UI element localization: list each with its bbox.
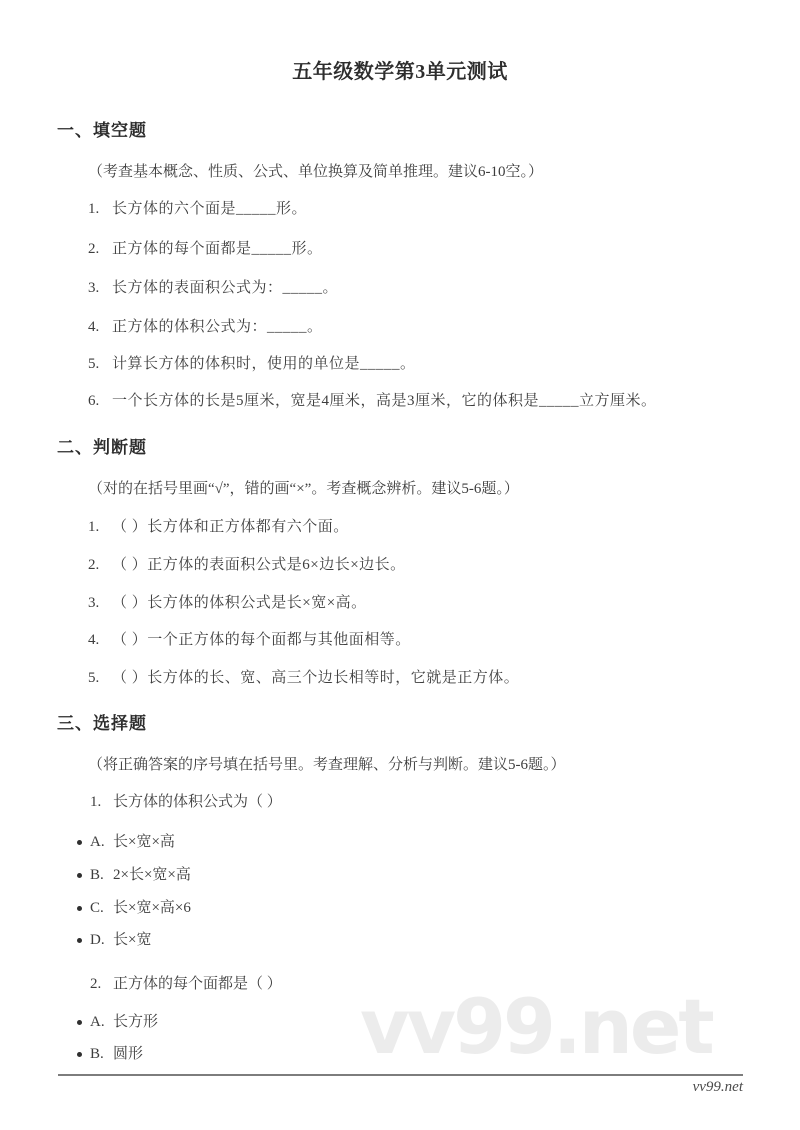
item-number: 4. [88, 632, 100, 648]
option-letter: A. [90, 1014, 105, 1030]
choice-option [77, 1043, 143, 1065]
choice-option [77, 1011, 158, 1033]
footer-site-label: vv99.net [692, 1079, 743, 1095]
item-text: （ ）长方体的长、宽、高三个边长相等时，它就是正方体。 [112, 670, 520, 686]
bullet-icon [77, 840, 82, 845]
choice-option [77, 831, 175, 853]
option-text: 长×宽×高×6 [113, 900, 191, 916]
bullet-icon [77, 1052, 82, 1057]
item-number: 5. [88, 356, 100, 372]
section-heading-judge: 二、判断题 [57, 438, 147, 457]
option-letter: D. [90, 932, 105, 948]
option-letter: A. [90, 834, 105, 850]
item-number: 6. [88, 393, 100, 409]
section-heading-choice: 三、选择题 [57, 714, 147, 733]
option-letter: B. [90, 867, 104, 883]
watermark-text: vv99.net [360, 982, 712, 1071]
item-text: 正方体的体积公式为：_____。 [112, 319, 323, 335]
section-heading-fill: 一、填空题 [57, 121, 147, 140]
judge-item [88, 667, 519, 689]
section-note-choice: （将正确答案的序号填在括号里。考查理解、分析与判断。建议5-6题。） [88, 757, 566, 773]
fill-item [88, 198, 307, 220]
item-number: 2. [88, 557, 100, 573]
choice-option [77, 897, 191, 919]
item-text: 一个长方体的长是5厘米，宽是4厘米，高是3厘米，它的体积是_____立方厘米。 [112, 393, 657, 409]
section-note-fill: （考查基本概念、性质、公式、单位换算及简单推理。建议6-10空。） [88, 164, 543, 180]
fill-item [88, 277, 338, 299]
item-text: （ ）长方体和正方体都有六个面。 [112, 519, 349, 535]
item-text: 长方体的表面积公式为：_____。 [112, 280, 339, 296]
choice-option [77, 929, 151, 951]
footer-divider [58, 1074, 743, 1076]
option-text: 2×长×宽×高 [113, 867, 191, 883]
bullet-icon [77, 938, 82, 943]
section-note-judge: （对的在括号里画“√”，错的画“×”。考查概念辨析。建议5-6题。） [88, 481, 519, 497]
judge-item [88, 516, 349, 538]
bullet-icon [77, 1020, 82, 1025]
fill-item [88, 238, 323, 260]
question-number: 2. [90, 976, 102, 992]
item-text: 计算长方体的体积时，使用的单位是_____。 [112, 356, 416, 372]
fill-item [88, 316, 323, 338]
option-text: 长×宽 [113, 932, 152, 948]
item-number: 3. [88, 595, 100, 611]
item-text: （ ）一个正方体的每个面都与其他面相等。 [112, 632, 411, 648]
item-number: 4. [88, 319, 100, 335]
judge-item [88, 592, 367, 614]
option-letter: B. [90, 1046, 104, 1062]
question-number: 1. [90, 794, 102, 810]
option-text: 长×宽×高 [113, 834, 175, 850]
choice-question [90, 973, 282, 995]
bullet-icon [77, 906, 82, 911]
option-letter: C. [90, 900, 104, 916]
choice-question [90, 791, 282, 813]
item-number: 1. [88, 201, 100, 217]
question-text: 正方体的每个面都是（ ） [113, 976, 282, 992]
choice-option [77, 864, 191, 886]
item-number: 3. [88, 280, 100, 296]
fill-item [88, 390, 657, 412]
option-text: 长方形 [113, 1014, 159, 1030]
judge-item [88, 554, 406, 576]
item-text: （ ）正方体的表面积公式是6×边长×边长。 [112, 557, 406, 573]
judge-item [88, 629, 411, 651]
item-text: （ ）长方体的体积公式是长×宽×高。 [112, 595, 367, 611]
fill-item [88, 353, 416, 375]
item-number: 5. [88, 670, 100, 686]
item-number: 1. [88, 519, 100, 535]
question-text: 长方体的体积公式为（ ） [113, 794, 282, 810]
item-text: 正方体的每个面都是_____形。 [112, 241, 323, 257]
option-text: 圆形 [113, 1046, 144, 1062]
item-text: 长方体的六个面是_____形。 [112, 201, 308, 217]
item-number: 2. [88, 241, 100, 257]
bullet-icon [77, 873, 82, 878]
page-title: 五年级数学第3单元测试 [292, 61, 508, 83]
